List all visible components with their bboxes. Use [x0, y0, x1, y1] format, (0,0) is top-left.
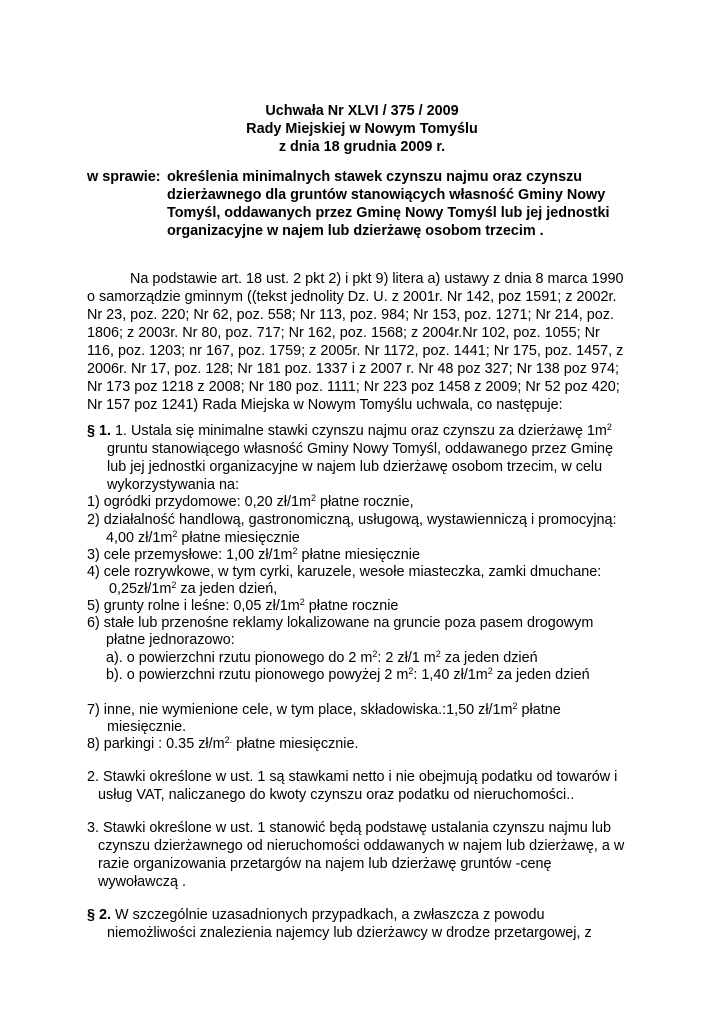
list-item-continuation [106, 530, 300, 547]
subject-label: w sprawie: [87, 169, 161, 185]
text-run: płatne miesięcznie. [232, 736, 359, 752]
paragraph-2-line: 2. Stawki określone w ust. 1 są stawkami netto i nie obejmują podatku od towarów i [87, 769, 618, 785]
section-1-line: gruntu stanowiącego własność Gminy Nowy Tomyśl, oddawanego przez Gminę [107, 441, 614, 457]
superscript: 2. [224, 735, 233, 745]
paragraph-3-line: razie organizowania przetargów na najem lub dzierżawę gruntów -cenę [98, 856, 552, 872]
section-1-intro [87, 423, 612, 440]
superscript: 2 [171, 580, 177, 590]
subject-line: Tomyśl, oddawanych przez Gminę Nowy Tomyśl lub jej jednostki [167, 205, 610, 221]
text-run: za jeden dzień [440, 650, 538, 666]
section-2-mark: § 2. [87, 907, 112, 923]
text-run: płatne miesięcznie [297, 547, 420, 563]
subject-line: dzierżawnego dla gruntów stanowiących własność Gminy Nowy [167, 187, 606, 203]
text-run: płatne rocznie, [315, 494, 414, 510]
superscript: 2 [408, 666, 414, 676]
list-item [87, 598, 398, 615]
preamble-line: 116, poz. 1203; nr 167, poz. 1759; z 2005r. Nr 1172, poz. 1441; Nr 175, poz. 1457, z [87, 343, 624, 359]
list-item-continuation: miesięcznie. [107, 719, 187, 735]
sub-item [106, 667, 590, 684]
list-item: 2) działalność handlową, gastronomiczną, usługową, wystawienniczą i promocyjną: [87, 512, 617, 528]
text-run: 7) inne, nie wymienione cele, w tym place, składowiska.:1,50 zł/1m [87, 702, 513, 718]
text-run: za jeden dzień, [176, 581, 278, 597]
text-run: b). o powierzchni rzutu pionowego powyżej 2 m [106, 667, 409, 683]
text-run: płatne miesięcznie [177, 530, 300, 546]
section-2-intro [87, 907, 545, 924]
list-item [87, 547, 420, 564]
paragraph-3-line: wywoławczą . [98, 874, 186, 890]
preamble-line: 1806; z 2003r. Nr 80, poz. 717; Nr 162, poz. 1568; z 2004r.Nr 102, poz. 1055; Nr [87, 325, 600, 341]
text-run: 3) cele przemysłowe: 1,00 zł/1m [87, 547, 293, 563]
text-run: a). o powierzchni rzutu pionowego do 2 m [106, 650, 373, 666]
text-run: płatne [517, 702, 561, 718]
paragraph-2-line: usług VAT, naliczanego do kwoty czynszu oraz podatku od nieruchomości.. [98, 787, 575, 803]
preamble-line: Nr 173 poz 1218 z 2008; Nr 180 poz. 1111; Nr 223 poz 1458 z 2009; Nr 52 poz 420; [87, 379, 620, 395]
text-run: płatne rocznie [304, 598, 399, 614]
preamble-line: Nr 157 poz 1241) Rada Miejska w Nowym Tomyślu uchwala, co następuje: [87, 397, 563, 413]
list-item-continuation [109, 581, 277, 598]
superscript: 2 [292, 546, 298, 556]
superscript: 2 [310, 493, 316, 503]
text-run: za jeden dzień [492, 667, 590, 683]
subject-line: określenia minimalnych stawek czynszu najmu oraz czynszu [167, 169, 583, 185]
list-item: 6) stałe lub przenośne reklamy lokalizowane na gruncie poza pasem drogowym [87, 615, 594, 631]
superscript: 2 [435, 649, 441, 659]
paragraph-3-line: czynszu dzierżawnego od nieruchomości oddawanych w najem lub dzierżawę, a w [98, 838, 625, 854]
section-2-line: niemożliwości znalezienia najemcy lub dzierżawcy w drodze przetargowej, z [107, 925, 592, 941]
superscript: 2 [372, 649, 378, 659]
subject-line: organizacyjne w najem lub dzierżawę osobom trzecim . [167, 223, 544, 239]
paragraph-3-line: 3. Stawki określone w ust. 1 stanowić będą podstawę ustalania czynszu najmu lub [87, 820, 611, 836]
sub-item [106, 650, 538, 667]
resolution-date: z dnia 18 grudnia 2009 r. [278, 139, 446, 155]
section-1-line: wykorzystywania na: [107, 477, 239, 493]
preamble-line: Na podstawie art. 18 ust. 2 pkt 2) i pkt 9) litera a) ustawy z dnia 8 marca 1990 [130, 271, 624, 287]
list-item [87, 736, 358, 753]
text-run: 8) parkingi : 0.35 zł/m [87, 736, 225, 752]
resolution-number: Uchwała Nr XLVI / 375 / 2009 [265, 103, 459, 119]
superscript: 2 [487, 666, 493, 676]
superscript: 2 [512, 701, 518, 711]
list-item-continuation: płatne jednorazowo: [106, 632, 235, 648]
text-run: 4,00 zł/1m [106, 530, 173, 546]
superscript: 2 [299, 597, 305, 607]
preamble-line: Nr 23, poz. 220; Nr 62, poz. 558; Nr 113, poz. 984; Nr 153, poz. 1271; Nr 214, poz. [87, 307, 614, 323]
text-run: 1) ogródki przydomowe: 0,20 zł/1m [87, 494, 311, 510]
text-run: 5) grunty rolne i leśne: 0,05 zł/1m [87, 598, 300, 614]
list-item [87, 702, 561, 719]
text-run: 1. Ustala się minimalne stawki czynszu najmu oraz czynszu za dzierżawę 1m [111, 423, 607, 439]
preamble-line: o samorządzie gminnym ((tekst jednolity Dz. U. z 2001r. Nr 142, poz 1591; z 2002r. [87, 289, 617, 305]
list-item [87, 494, 414, 511]
preamble-line: 2006r. Nr 17, poz. 128; Nr 181 poz. 1337 i z 2007 r. Nr 48 poz 327; Nr 138 poz 974; [87, 361, 619, 377]
section-1-line: lub jej jednostki organizacyjne w najem lub dzierżawę osobom trzecim, w celu [107, 459, 603, 475]
text-run: 0,25zł/1m [109, 581, 172, 597]
section-1-mark: § 1. [87, 423, 112, 439]
list-item: 4) cele rozrywkowe, w tym cyrki, karuzele, wesołe miasteczka, zamki dmuchane: [87, 564, 602, 580]
text-run: : 1,40 zł/1m [413, 667, 488, 683]
superscript: 2 [606, 422, 612, 432]
text-run: : 2 zł/1 m [377, 650, 436, 666]
superscript: 2 [172, 529, 178, 539]
text-run: W szczególnie uzasadnionych przypadkach, a zwłaszcza z powodu [111, 907, 545, 923]
council-name: Rady Miejskiej w Nowym Tomyślu [246, 121, 478, 137]
